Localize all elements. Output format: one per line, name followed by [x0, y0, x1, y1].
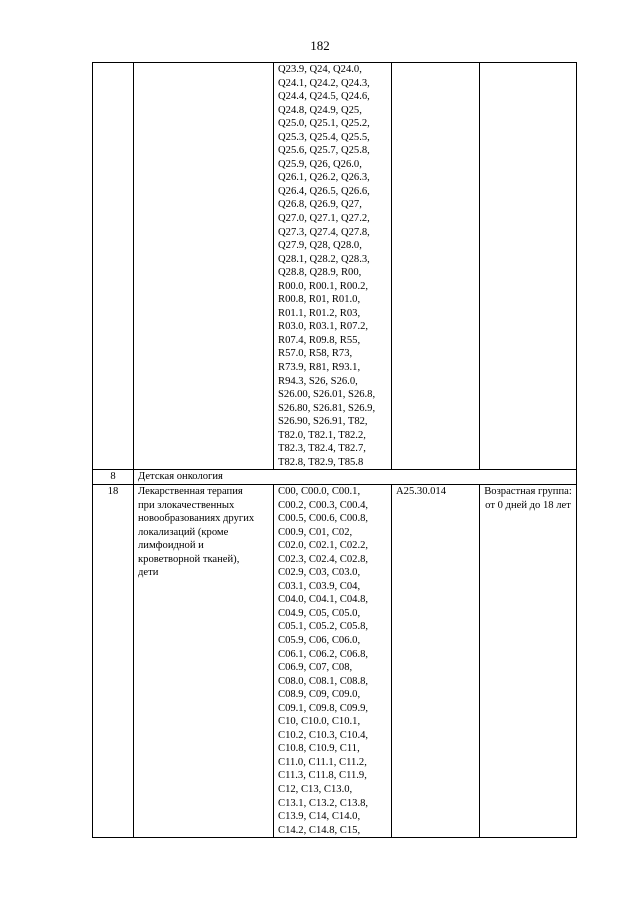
text-line: C10.2, C10.3, C10.4,: [278, 729, 369, 741]
text-line: дети: [138, 567, 159, 579]
text-line: Q26.8, Q26.9, Q27,: [278, 199, 362, 211]
cell-criteria: [480, 63, 577, 470]
text-line: Q24.8, Q24.9, Q25,: [278, 104, 362, 116]
text-line: R03.0, R03.1, R07.2,: [278, 321, 369, 333]
text-line: R07.4, R09.8, R55,: [278, 334, 361, 346]
text-line: S26.00, S26.01, S26.8,: [278, 389, 376, 401]
text-line: R94.3, S26, S26.0,: [278, 375, 358, 387]
text-line: T82.8, T82.9, T85.8: [278, 456, 364, 468]
text-line: Q27.3, Q27.4, Q27.8,: [278, 226, 370, 238]
text-line: C00, C00.0, C00.1,: [278, 485, 361, 497]
row-codes: [274, 484, 392, 837]
text-line: лимфоидной и: [138, 540, 204, 552]
text-line: C10, C10.0, C10.1,: [278, 716, 361, 728]
text-line: C00.5, C00.6, C00.8,: [278, 513, 369, 525]
text-line: C00.9, C01, C02,: [278, 526, 353, 538]
text-line: C12, C13, C13.0,: [278, 783, 353, 795]
text-line: Q28.8, Q28.9, R00,: [278, 267, 362, 279]
cell-number: [93, 63, 134, 470]
text-line: C14.2, C14.8, C15,: [278, 824, 361, 836]
cell-codes: [274, 63, 392, 470]
text-line: новообразованиях других: [138, 513, 255, 525]
row-criteria-lines: [484, 485, 572, 512]
row-number: 18: [93, 484, 134, 837]
text-line: C05.1, C05.2, C05.8,: [278, 621, 369, 633]
page-number: 182: [310, 38, 330, 53]
text-line: C06.9, C07, C08,: [278, 662, 353, 674]
text-line: C04.0, C04.1, C04.8,: [278, 594, 369, 606]
codes-list: [278, 485, 387, 837]
text-line: Возрастная группа:: [484, 485, 572, 497]
text-line: при злокачественных: [138, 499, 235, 511]
codes-list: [278, 63, 387, 469]
text-line: Q26.1, Q26.2, Q26.3,: [278, 172, 370, 184]
text-line: S26.80, S26.81, S26.9,: [278, 402, 376, 414]
text-line: R00.8, R01, R01.0,: [278, 294, 361, 306]
text-line: C00.2, C00.3, C00.4,: [278, 499, 369, 511]
text-line: Лекарственная терапия: [138, 485, 243, 497]
row-name-lines: [138, 485, 269, 580]
text-line: Q28.1, Q28.2, Q28.3,: [278, 253, 370, 265]
text-line: C13.1, C13.2, C13.8,: [278, 797, 369, 809]
text-line: S26.90, S26.91, T82,: [278, 416, 368, 428]
cell-service-code: [392, 63, 480, 470]
text-line: C02.0, C02.1, C02.2,: [278, 540, 369, 552]
table-row-continued: [93, 63, 577, 470]
text-line: R57.0, R58, R73,: [278, 348, 353, 360]
text-line: C06.1, C06.2, C06.8,: [278, 648, 369, 660]
text-line: R00.0, R00.1, R00.2,: [278, 280, 369, 292]
section-row: [93, 470, 577, 485]
text-line: Q27.9, Q28, Q28.0,: [278, 240, 362, 252]
text-line: Q26.4, Q26.5, Q26.6,: [278, 185, 370, 197]
text-line: Q23.9, Q24, Q24.0,: [278, 64, 362, 75]
text-line: от 0 дней до 18 лет: [485, 499, 571, 511]
section-number: 8: [93, 470, 134, 485]
section-title: Детская онкология: [134, 470, 577, 485]
row-name: [134, 484, 274, 837]
text-line: Q25.0, Q25.1, Q25.2,: [278, 118, 370, 130]
text-line: C03.1, C03.9, C04,: [278, 580, 361, 592]
text-line: локализаций (кроме: [138, 526, 229, 538]
text-line: C10.8, C10.9, C11,: [278, 743, 360, 755]
table-row-18: [93, 484, 577, 837]
text-line: C08.0, C08.1, C08.8,: [278, 675, 369, 687]
row-criteria: [480, 484, 577, 837]
text-line: Q24.1, Q24.2, Q24.3,: [278, 77, 370, 89]
text-line: Q25.3, Q25.4, Q25.5,: [278, 131, 370, 143]
text-line: R01.1, R01.2, R03,: [278, 307, 361, 319]
text-line: кроветворной тканей),: [138, 553, 240, 565]
text-line: C05.9, C06, C06.0,: [278, 634, 361, 646]
text-line: C09.1, C09.8, C09.9,: [278, 702, 369, 714]
row-service-code: A25.30.014: [392, 484, 480, 837]
text-line: C08.9, C09, C09.0,: [278, 689, 361, 701]
text-line: C11.0, C11.1, C11.2,: [278, 756, 367, 768]
text-line: C11.3, C11.8, C11.9,: [278, 770, 367, 782]
text-line: Q25.9, Q26, Q26.0,: [278, 158, 362, 170]
text-line: C02.9, C03, C03.0,: [278, 567, 361, 579]
text-line: Q24.4, Q24.5, Q24.6,: [278, 91, 370, 103]
text-line: T82.3, T82.4, T82.7,: [278, 443, 366, 455]
text-line: Q27.0, Q27.1, Q27.2,: [278, 213, 370, 225]
text-line: C04.9, C05, C05.0,: [278, 607, 361, 619]
text-line: R73.9, R81, R93.1,: [278, 362, 361, 374]
text-line: Q25.6, Q25.7, Q25.8,: [278, 145, 370, 157]
text-line: C02.3, C02.4, C02.8,: [278, 553, 369, 565]
tariff-table: [92, 62, 577, 838]
cell-name: [134, 63, 274, 470]
text-line: C13.9, C14, C14.0,: [278, 811, 361, 823]
text-line: T82.0, T82.1, T82.2,: [278, 429, 366, 441]
